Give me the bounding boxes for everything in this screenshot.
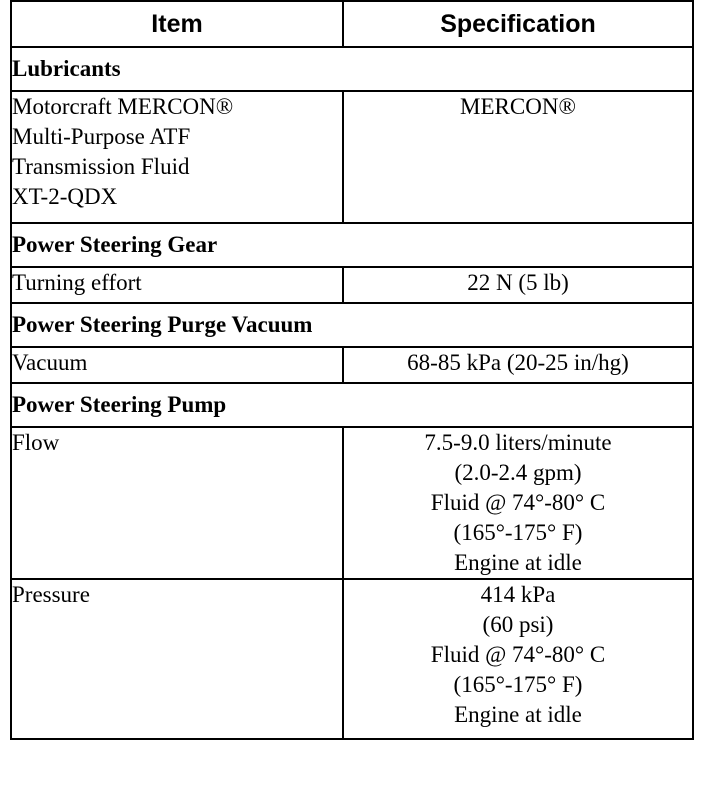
section-row bbox=[11, 383, 693, 427]
spec-text: 7.5-9.0 liters/minute bbox=[424, 430, 612, 455]
spec-text: (60 psi) bbox=[482, 612, 554, 637]
item-cell bbox=[11, 267, 343, 303]
specification-table bbox=[10, 0, 694, 740]
spec-text: Fluid @ 74°-80° C bbox=[430, 642, 606, 667]
spec-cell bbox=[343, 91, 693, 223]
spec-text: Fluid @ 74°-80° C bbox=[430, 490, 606, 515]
column-header-item: Item bbox=[11, 1, 343, 47]
section-row bbox=[11, 47, 693, 91]
section-title-purge-vacuum: Power Steering Purge Vacuum bbox=[11, 303, 693, 347]
spec-text: (165°-175° F) bbox=[453, 672, 583, 697]
item-cell bbox=[11, 579, 343, 739]
spec-text: (2.0-2.4 gpm) bbox=[454, 460, 582, 485]
table-row bbox=[11, 267, 693, 303]
section-row bbox=[11, 223, 693, 267]
item-text: Transmission Fluid bbox=[12, 154, 190, 179]
section-title-lubricants: Lubricants bbox=[11, 47, 693, 91]
item-text: Vacuum bbox=[12, 350, 88, 375]
section-row bbox=[11, 303, 693, 347]
spec-text: (165°-175° F) bbox=[453, 520, 583, 545]
header-row bbox=[11, 1, 693, 47]
table-row bbox=[11, 427, 693, 579]
item-cell bbox=[11, 347, 343, 383]
spec-cell bbox=[343, 427, 693, 579]
spec-text: 68-85 kPa (20-25 in/hg) bbox=[407, 350, 629, 375]
item-text: Turning effort bbox=[12, 270, 142, 295]
item-text: Motorcraft MERCON® bbox=[12, 94, 234, 119]
spec-cell bbox=[343, 267, 693, 303]
item-text: Pressure bbox=[12, 582, 90, 607]
table-row bbox=[11, 347, 693, 383]
spec-text: MERCON® bbox=[460, 94, 576, 119]
table-row bbox=[11, 91, 693, 223]
spec-cell bbox=[343, 347, 693, 383]
spec-text: 22 N (5 lb) bbox=[467, 270, 569, 295]
spec-text: 414 kPa bbox=[480, 582, 556, 607]
section-title-power-steering-pump: Power Steering Pump bbox=[11, 383, 693, 427]
item-text: XT-2-QDX bbox=[12, 184, 118, 209]
spec-text: Engine at idle bbox=[454, 550, 582, 575]
item-cell bbox=[11, 91, 343, 223]
item-text: Multi-Purpose ATF bbox=[12, 124, 191, 149]
spec-cell bbox=[343, 579, 693, 739]
table-row bbox=[11, 579, 693, 739]
item-text: Flow bbox=[12, 430, 60, 455]
column-header-specification: Specification bbox=[343, 1, 693, 47]
section-title-power-steering-gear: Power Steering Gear bbox=[11, 223, 693, 267]
spec-text: Engine at idle bbox=[454, 702, 582, 727]
item-cell bbox=[11, 427, 343, 579]
